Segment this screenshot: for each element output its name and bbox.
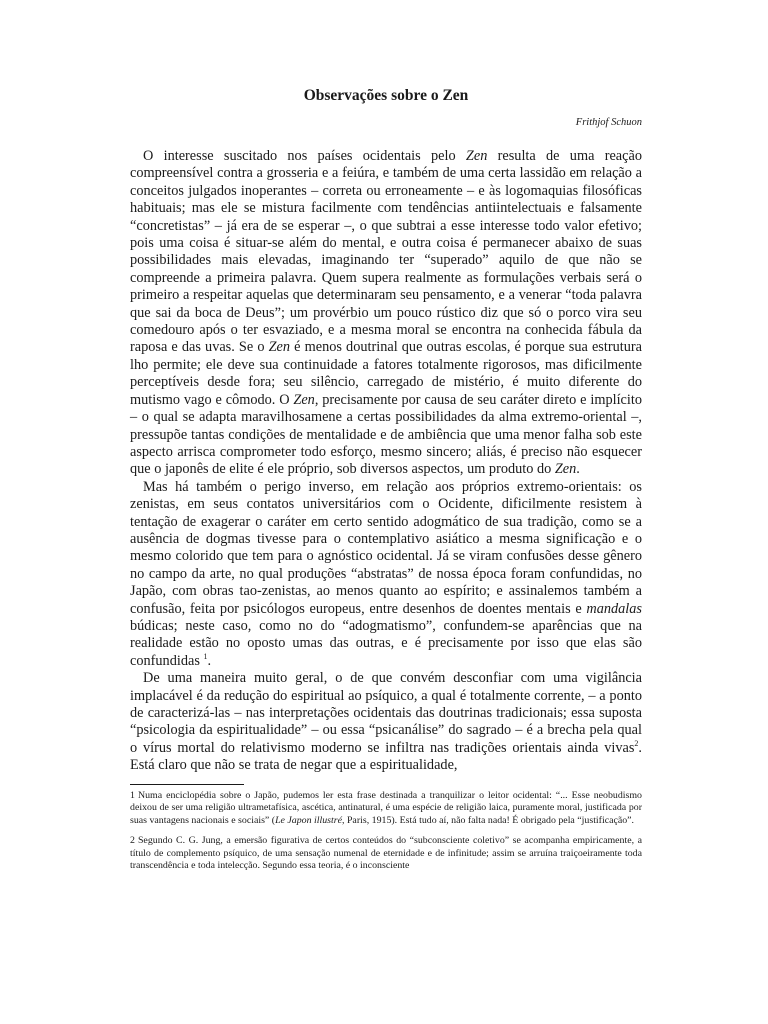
book-title: Le Japon illustré [275,814,342,826]
text-run: resulta de uma reação compreensível contra a grosseria e a feiúra, e também de uma certa lassidão em relação a conceitos julgados inoperantes – correta ou erroneamente – e às logomaquias filosóficas habituais; mas ele se mistura facilmente com tendências antiintelectuais e falsamente “concretistas” – já era de se esperar –, o que subtrai a esse interesse todo valor efetivo; pois uma coisa é situar-se além do mental, e outra coisa é permanecer abaixo de suas possibilidades mais elevadas, imaginando ter “superado” aquilo de que não se compreende a primeira palavra. Quem supera realmente as formulações verbais será o primeiro a respeitar aquelas que determinaram seu pensamento, e a venerar “toda palavra que sai da boca de Deus”; um provérbio um pouco rústico diz que só o porco vira seu comedouro após o ter esvaziado, e a mesma moral se encontra na conhecida fábula da raposa e das uvas. Se o [130,148,642,356]
text-run: Numa enciclopédia sobre o Japão, pudemos ler esta frase destinada a tranquilizar o leitor ocidental: “... Esse neobudismo deixou de ser uma religião ultrametafísica, ascética, antinatural, é uma espécie de religião laica, puramente moral, justificada por suas vantagens nacionais e sociais” ( [130,789,642,826]
document-page [130,86,642,881]
text-run: Mas há também o perigo inverso, em relação aos próprios extremo-orientais: os zenistas, em seus contatos universitários com o Ocidente, dificilmente resistem à tentação de exagerar o caráter em certo sentido adogmático de sua tradição, como se a ausência de dogmas tivesse para o contemplativo asiático a mesma significação e o mesmo colorido que tem para o agnóstico ocidental. Já se viram confusões desse gênero no campo da arte, no qual produções “abstratas” de nossa época foram confundidas, no Japão, com obras tao-zenistas, ao menos quanto ao espírito; e assinalemos também a confusão, feita por psicólogos europeus, entre desenhos de doentes mentais e [130,478,642,617]
footnote-separator [130,784,244,785]
footnote-number: 1 [130,789,135,801]
emphasis-zen: Zen [293,391,315,408]
text-run: Segundo C. G. Jung, a emersão figurativa de certos conteúdos do “subconsciente coletivo” se acompanha empiricamente, a título de complemento psíquico, de uma sensação numenal de eternidade e de infinitude; assim se arruína traiçoeiramente toda transcendência e toda intelecção. Segundo essa teoria, é o inconsciente [130,835,642,872]
text-run: búdicas; neste caso, como no do “adogmatismo”, confundem-se aparências que na realidade estão no oposto umas das outras, e é precisamente por isso que elas são confundidas [130,617,642,669]
paragraph-2 [130,479,642,670]
text-run: é menos doutrinal que outras escolas, é porque sua estrutura lho permite; ele deve sua continuidade a fatores totalmente rigorosos, mas dificilmente perceptíveis desde fora; seu silêncio, carregado de mistério, é muito diferente do mutismo vago e cômodo. O [130,339,642,408]
text-run: De uma maneira muito geral, o de que convém desconfiar com uma vigilância implacável é da redução do espiritual ao psíquico, a qual é totalmente corrente, – a ponto de caracterizá-las – nas interpretações ocidentais das doutrinas tradicionais; essa suposta “psicologia da espiritualidade” – ou essa “psicanálise” do sagrado – é a brecha pela qual o vírus mortal do relativismo moderno se infiltra nas tradições orientais ainda vivas [130,670,642,756]
document-title: Observações sobre o Zen [303,87,469,104]
emphasis-zen: Zen [554,461,577,478]
footnote-ref-1[interactable]: 1 [203,652,208,662]
paragraph-1 [130,148,642,479]
paragraph-3 [130,670,642,774]
footnote-ref-2[interactable]: 2 [634,739,639,749]
text-run: , precisamente por causa de seu caráter direto e implícito – o qual se adapta maravilhosamene a certas possibilidades da alma extremo-oriental –, pressupõe tantas condições de mentalidade e de ambiência que uma menor falha sob este aspecto arrisca comprometer todo esforço, mesmo sincero; aliás, é preciso não esquecer que o japonês de elite é ele próprio, sob diversos aspectos, um produto do [130,391,642,478]
text-run: . [207,652,212,669]
body-text [130,148,642,775]
footnote-1 [130,790,642,828]
text-run: . Está claro que não se trata de negar que a espiritualidade, [130,739,642,774]
footnote-2 [130,835,642,873]
text-run: O interesse suscitado nos países ocidentais pelo [143,148,466,164]
emphasis-mandalas: mandalas [586,600,642,617]
footnote-number: 2 [130,835,135,847]
emphasis-zen: Zen [465,148,488,164]
text-run: , Paris, 1915). Está tudo aí, não falta nada! É obrigado pela “justificação”. [342,814,635,826]
author-name: Frithjof Schuon [575,117,642,128]
emphasis-zen: Zen [268,339,291,356]
text-run: . [576,461,580,478]
